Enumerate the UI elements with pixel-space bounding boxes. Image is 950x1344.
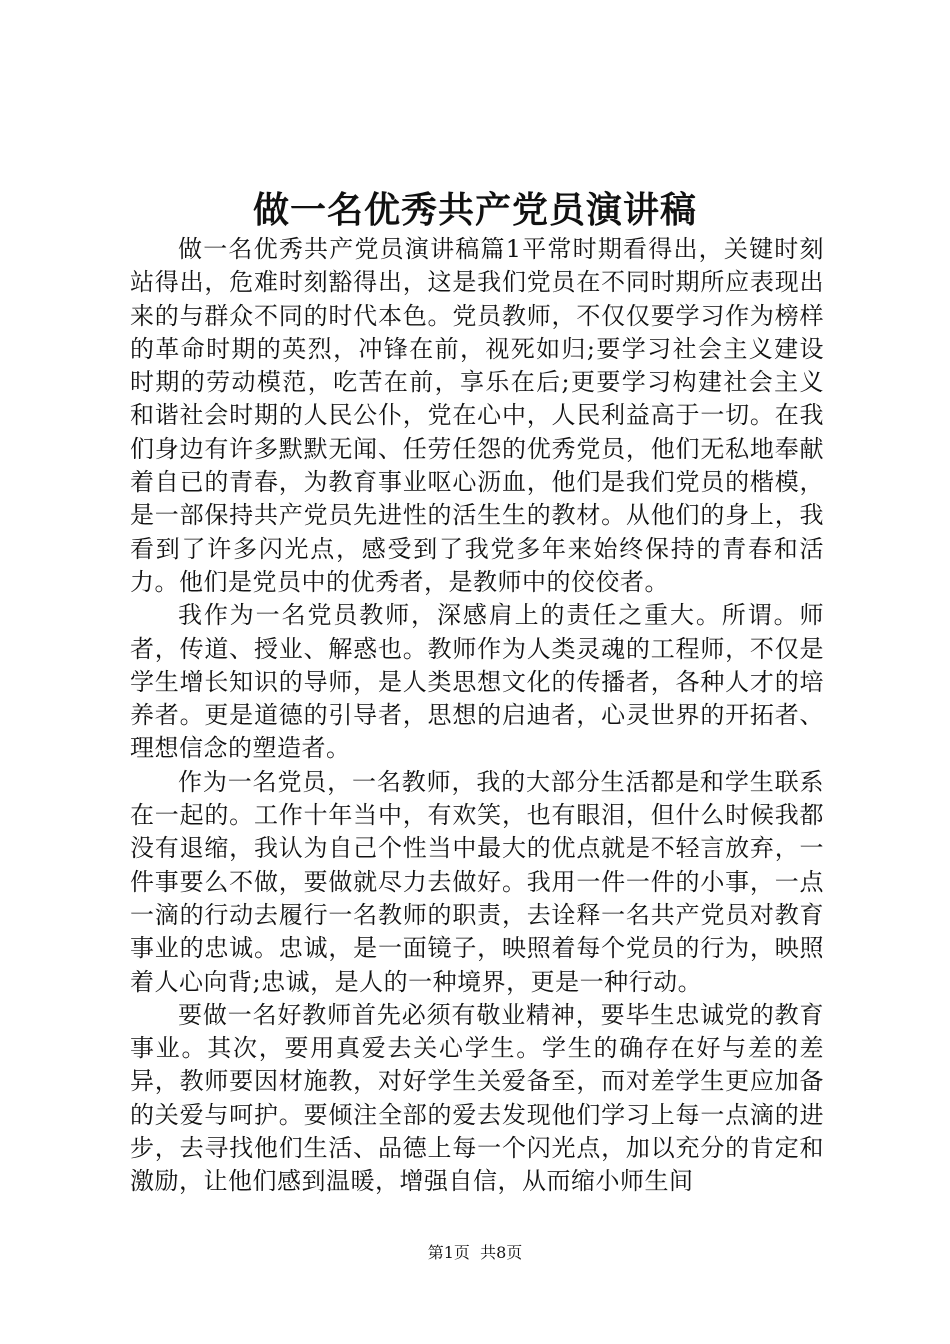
page-total: 共8页 — [480, 1243, 523, 1262]
paragraph: 我作为一名党员教师，深感肩上的责任之重大。所谓。师者，传道、授业、解惑也。教师作为人类灵魂的工程师，不仅是学生增长知识的导师，是人类思想文化的传播者，各种人才的培养者。更是道德的引导者，思想的启迪者，心灵世界的开拓者、理想信念的塑造者。 — [130, 601, 824, 763]
document-body — [130, 233, 824, 1199]
page-number: 第1页 — [427, 1243, 470, 1262]
paragraph: 要做一名好教师首先必须有敬业精神，要毕生忠诚党的教育事业。其次，要用真爱去关心学生。学生的确存在好与差的差异，教师要因材施教，对好学生关爱备至，而对差学生更应加备的关爱与呵护。要倾注全部的爱去发现他们学习上每一点滴的进步，去寻找他们生活、品德上每一个闪光点，加以充分的肯定和激励，让他们感到温暖，增强自信，从而缩小师生间 — [130, 1000, 824, 1196]
document-title: 做一名优秀共产党员演讲稿 — [252, 189, 697, 231]
paragraph: 作为一名党员，一名教师，我的大部分生活都是和学生联系在一起的。工作十年当中，有欢笑，也有眼泪，但什么时候我都没有退缩，我认为自己个性当中最大的优点就是不轻言放弃，一件事要么不做，要做就尽力去做好。我用一件一件的小事，一点一滴的行动去履行一名教师的职责，去诠释一名共产党员对教育事业的忠诚。忠诚，是一面镜子，映照着每个党员的行为，映照着人心向背;忠诚，是人的一种境界，更是一种行动。 — [130, 767, 824, 996]
page-footer — [0, 1243, 950, 1263]
paragraph: 做一名优秀共产党员演讲稿篇1平常时期看得出，关键时刻站得出，危难时刻豁得出，这是我们党员在不同时期所应表现出来的与群众不同的时代本色。党员教师，不仅仅要学习作为榜样的革命时期的英烈，冲锋在前，视死如归;要学习社会主义建设时期的劳动模范，吃苦在前，享乐在后;更要学习构建社会主义和谐社会时期的人民公仆，党在心中，人民利益高于一切。在我们身边有许多默默无闻、任劳任怨的优秀党员，他们无私地奉献着自已的青春，为教育事业呕心沥血，他们是我们党员的楷模，是一部保持共产党员先进性的活生生的教材。从他们的身上，我看到了许多闪光点，感受到了我党多年来始终保持的青春和活力。他们是党员中的优秀者，是教师中的佼佼者。 — [130, 235, 824, 596]
